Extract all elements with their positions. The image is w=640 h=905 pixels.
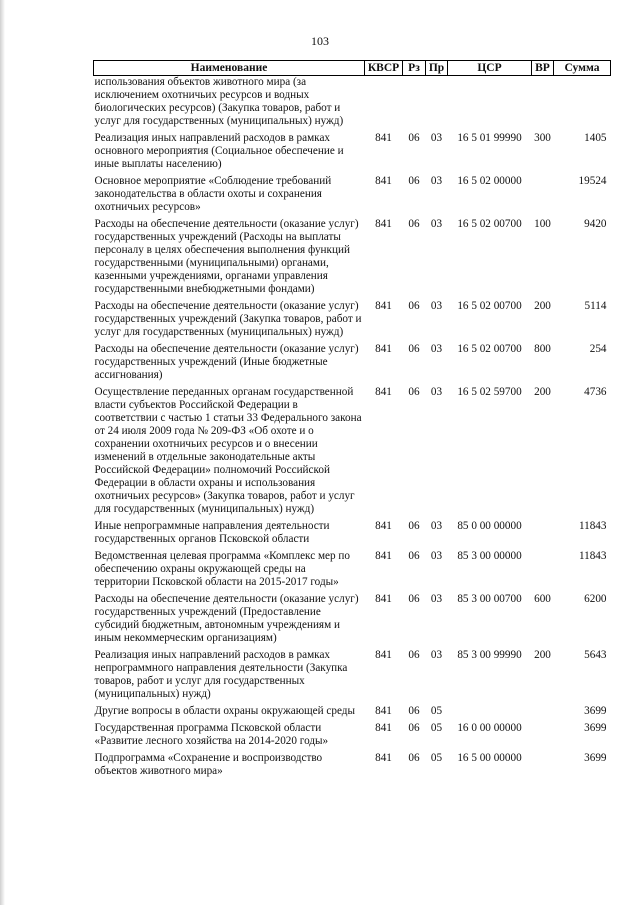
- row-name-cell: Ведомственная целевая программа «Комплекс мер по обеспечению охраны окружающей среды на территории Псковской области на 2015-2017 годы»: [94, 550, 350, 588]
- row-kvsr-cell: 841: [375, 175, 392, 187]
- row-csr-cell: 16 5 02 00700: [457, 343, 522, 355]
- row-pr-cell: 03: [430, 520, 443, 532]
- header-rz: Рз: [403, 61, 426, 76]
- row-kvsr-cell: 841: [375, 752, 392, 764]
- table-row: [94, 649, 611, 705]
- row-name-cell: Государственная программа Псковской области «Развитие лесного хозяйства на 2014-2020 годы»: [94, 722, 329, 747]
- row-pr-cell: 03: [430, 218, 443, 230]
- header-name: Наименование: [94, 61, 365, 76]
- row-csr-cell: 85 3 00 99990: [457, 649, 522, 661]
- row-vr-cell: 600: [534, 593, 551, 605]
- row-rz-cell: 06: [408, 705, 420, 717]
- row-rz-cell: 06: [408, 218, 420, 230]
- row-pr-cell: 03: [430, 175, 443, 187]
- row-name-cell: Подпрограмма «Сохранение и воспроизводство объектов животного мира»: [94, 752, 323, 777]
- row-sum-cell: 5114: [584, 300, 607, 312]
- header-csr: ЦСР: [448, 61, 532, 76]
- row-rz-cell: 06: [408, 550, 420, 562]
- scan-edge-shadow: [0, 0, 5, 905]
- row-kvsr-cell: 841: [375, 386, 392, 398]
- budget-table: [93, 60, 611, 782]
- row-pr-cell: 03: [430, 550, 443, 562]
- row-sum-cell: 11843: [578, 520, 607, 532]
- row-csr-cell: 16 5 01 99990: [457, 132, 522, 144]
- row-pr-cell: 03: [430, 386, 443, 398]
- row-csr-cell: 85 0 00 00000: [457, 520, 522, 532]
- row-sum-cell: 3699: [584, 752, 607, 764]
- table-row: [94, 520, 611, 550]
- row-sum-cell: 19524: [578, 175, 607, 187]
- row-kvsr-cell: 841: [375, 520, 392, 532]
- table-row: [94, 132, 611, 175]
- row-sum-cell: 254: [589, 343, 607, 355]
- row-rz-cell: 06: [408, 649, 420, 661]
- row-kvsr-cell: 841: [375, 343, 392, 355]
- row-sum-cell: 9420: [584, 218, 607, 230]
- table-row: [94, 386, 611, 520]
- row-csr-cell: 16 5 02 00700: [457, 300, 522, 312]
- row-rz-cell: 06: [408, 520, 420, 532]
- header-vr: ВР: [532, 61, 554, 76]
- row-csr-cell: [448, 705, 532, 722]
- row-kvsr-cell: 841: [375, 722, 392, 734]
- table-row: [94, 550, 611, 593]
- row-vr-cell: [532, 722, 554, 752]
- row-rz-cell: 06: [408, 386, 420, 398]
- row-sum-cell: [554, 76, 611, 133]
- row-sum-cell: 3699: [584, 705, 607, 717]
- row-vr-cell: 200: [534, 300, 551, 312]
- row-vr-cell: 200: [534, 649, 551, 661]
- row-rz-cell: 06: [408, 132, 420, 144]
- row-csr-cell: 16 5 00 00000: [457, 752, 522, 764]
- row-rz-cell: 06: [408, 752, 420, 764]
- row-csr-cell: 16 5 02 00000: [457, 175, 522, 187]
- row-kvsr-cell: 841: [375, 300, 392, 312]
- table-body: [94, 76, 611, 783]
- row-pr-cell: 03: [430, 300, 443, 312]
- row-pr-cell: 05: [430, 705, 443, 717]
- row-rz-cell: 06: [408, 343, 420, 355]
- row-kvsr-cell: 841: [375, 649, 392, 661]
- row-csr-cell: 16 5 02 00700: [457, 218, 522, 230]
- row-sum-cell: 11843: [578, 550, 607, 562]
- row-rz-cell: 06: [408, 175, 420, 187]
- table-row: [94, 300, 611, 343]
- row-vr-cell: [532, 705, 554, 722]
- row-vr-cell: 100: [534, 218, 551, 230]
- row-rz-cell: 06: [408, 593, 420, 605]
- row-sum-cell: 4736: [584, 386, 607, 398]
- table-row: [94, 218, 611, 300]
- row-name-cell: Осуществление переданных органам государственной власти субъектов Российской Федерации в соответствии с частью 1 статьи 33 Федерального закона от 24 июля 2009 года № 209-ФЗ «Об охоте и о сохранении охотничьих ресурсов и о внесении изменений в отдельные законодательные акты Российской Федерации» полномочий Российской Федерации в области охраны и использования охотничьих ресурсов» (Закупка товаров, работ и услуг для государственных (муниципальных) нужд): [94, 386, 362, 515]
- table-row: [94, 705, 611, 722]
- header-kvsr: КВСР: [365, 61, 403, 76]
- row-name-cell: Реализация иных направлений расходов в рамках непрограммного направления деятельности (Закупка товаров, работ и услуг для государственных (муниципальных) нужд): [94, 649, 348, 700]
- row-rz-cell: 06: [408, 722, 420, 734]
- row-pr-cell: 03: [430, 343, 443, 355]
- row-sum-cell: 3699: [584, 722, 607, 734]
- row-name-cell: Расходы на обеспечение деятельности (оказание услуг) государственных учреждений (Расходы на выплаты персоналу в целях обеспечения выполнения функций государственными (муниципальными) органами, казенными учреждениями, органами управления государственными внебюджетными фондами): [94, 218, 359, 295]
- row-name-cell: Расходы на обеспечение деятельности (оказание услуг) государственных учреждений (Предоставление субсидий бюджетным, автономным учреждениям и иным некоммерческим организациям): [94, 593, 359, 644]
- row-csr-cell: [448, 76, 532, 133]
- row-kvsr-cell: 841: [375, 593, 392, 605]
- header-pr: Пр: [426, 61, 448, 76]
- row-vr-cell: 300: [534, 132, 551, 144]
- table-row: [94, 175, 611, 218]
- row-rz-cell: [403, 76, 426, 133]
- table-row: [94, 76, 611, 133]
- row-vr-cell: [532, 76, 554, 133]
- row-csr-cell: 85 3 00 00000: [457, 550, 522, 562]
- row-vr-cell: 200: [534, 386, 551, 398]
- row-vr-cell: [532, 520, 554, 550]
- header-sum: Сумма: [554, 61, 611, 76]
- row-rz-cell: 06: [408, 300, 420, 312]
- row-kvsr-cell: 841: [375, 550, 392, 562]
- row-vr-cell: [532, 550, 554, 593]
- table-row: [94, 722, 611, 752]
- row-kvsr-cell: 841: [375, 218, 392, 230]
- table-row: [94, 752, 611, 782]
- row-pr-cell: 03: [430, 132, 443, 144]
- row-pr-cell: 05: [430, 722, 443, 734]
- row-pr-cell: 03: [430, 649, 443, 661]
- row-name-cell: Основное мероприятие «Соблюдение требований законодательства в области охоты и сохранения охотничьих ресурсов»: [94, 175, 332, 213]
- row-kvsr-cell: 841: [375, 132, 392, 144]
- row-csr-cell: 16 0 00 00000: [457, 722, 522, 734]
- row-kvsr-cell: 841: [375, 705, 392, 717]
- page-number: 103: [311, 34, 329, 48]
- row-csr-cell: 16 5 02 59700: [457, 386, 522, 398]
- row-name-cell: Расходы на обеспечение деятельности (оказание услуг) государственных учреждений (Иные бюджетные ассигнования): [94, 343, 359, 381]
- table-row: [94, 343, 611, 386]
- row-vr-cell: 800: [534, 343, 551, 355]
- table-row: [94, 593, 611, 649]
- row-vr-cell: [532, 175, 554, 218]
- row-pr-cell: 03: [430, 593, 443, 605]
- row-name-cell: Расходы на обеспечение деятельности (оказание услуг) государственных учреждений (Закупка товаров, работ и услуг для государственных (муниципальных) нужд): [94, 300, 362, 338]
- row-name-cell: Реализация иных направлений расходов в рамках основного мероприятия (Социальное обеспечение и иные выплаты населению): [94, 132, 344, 170]
- row-name-cell: Иные непрограммные направления деятельности государственных органов Псковской области: [94, 520, 330, 545]
- table-header: [94, 61, 611, 76]
- row-vr-cell: [532, 752, 554, 782]
- row-csr-cell: 85 3 00 00700: [457, 593, 522, 605]
- row-kvsr-cell: [365, 76, 403, 133]
- row-name-cell: Другие вопросы в области охраны окружающей среды: [94, 705, 356, 717]
- row-pr-cell: 05: [430, 752, 443, 764]
- header-row: [94, 61, 611, 76]
- row-sum-cell: 6200: [584, 593, 607, 605]
- row-sum-cell: 5643: [584, 649, 607, 661]
- row-pr-cell: [426, 76, 448, 133]
- row-name-cell: использования объектов животного мира (за исключением охотничьих ресурсов и водных биологических ресурсов) (Закупка товаров, работ и услуг для государственных (муниципальных) нужд): [94, 76, 344, 127]
- row-sum-cell: 1405: [584, 132, 607, 144]
